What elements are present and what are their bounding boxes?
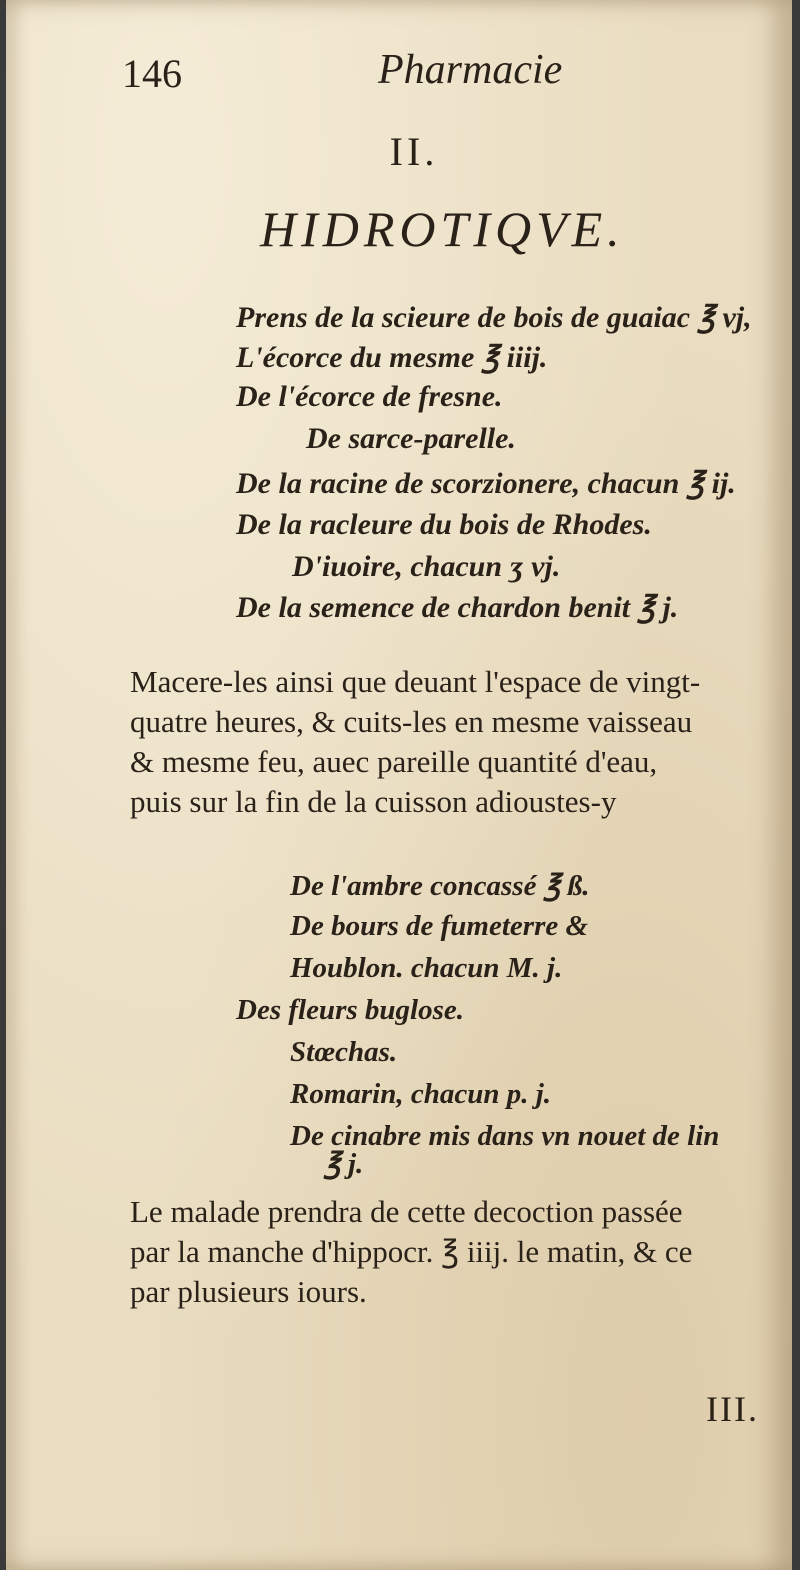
ingredient-line: L'écorce du mesme ℥ iiij. <box>236 341 548 374</box>
ingredient-line: D'iuoire, chacun ʒ vj. <box>292 550 561 583</box>
ingredient-line: De bours de fumeterre & <box>290 910 589 942</box>
ingredient-line: Des fleurs buglose. <box>236 994 464 1026</box>
ingredient-line: De sarce-parelle. <box>306 422 516 455</box>
page-number: 146 <box>122 51 182 96</box>
ingredient-line: Houblon. chacun M. j. <box>290 952 563 984</box>
dosage-paragraph <box>130 1192 790 1312</box>
recipe-title: HIDROTIQVE. <box>260 201 625 257</box>
dose-line: ℥ j. <box>324 1148 364 1180</box>
ingredient-line: De la semence de chardon benit ℥ j. <box>236 591 679 624</box>
ingredient-line: De l'ambre concassé ℥ ß. <box>290 870 590 902</box>
section-number: II. <box>389 129 439 174</box>
ingredient-line: De l'écorce de fresne. <box>236 380 503 413</box>
text-line: & mesme feu, auec pareille quantité d'eau, <box>130 744 658 779</box>
text-line: par la manche d'hippocr. ℥ iiij. le matin, & ce <box>130 1234 693 1269</box>
ingredient-line: De cinabre mis dans vn nouet de lin <box>290 1120 720 1152</box>
text-line: puis sur la fin de la cuisson adioustes-y <box>130 784 617 819</box>
text-line: Macere-les ainsi que deuant l'espace de vingt- <box>130 664 701 699</box>
text-line: quatre heures, & cuits-les en mesme vaisseau <box>130 704 693 739</box>
ingredient-line: Romarin, chacun p. j. <box>290 1078 552 1110</box>
book-page <box>6 0 792 1570</box>
running-head: Pharmacie <box>378 47 563 93</box>
catchword: III. <box>706 1389 759 1429</box>
ingredient-line: Stœchas. <box>290 1036 398 1068</box>
ingredient-line: De la racine de scorzionere, chacun ℥ ij. <box>236 467 736 500</box>
instruction-paragraph <box>130 662 790 822</box>
text-line: Le malade prendra de cette decoction passée <box>130 1194 683 1229</box>
ingredient-line: De la racleure du bois de Rhodes. <box>236 508 652 541</box>
text-line: par plusieurs iours. <box>130 1274 367 1309</box>
ingredient-line: Prens de la scieure de bois de guaiac ℥ vj, <box>236 301 752 334</box>
page-header <box>6 42 792 102</box>
